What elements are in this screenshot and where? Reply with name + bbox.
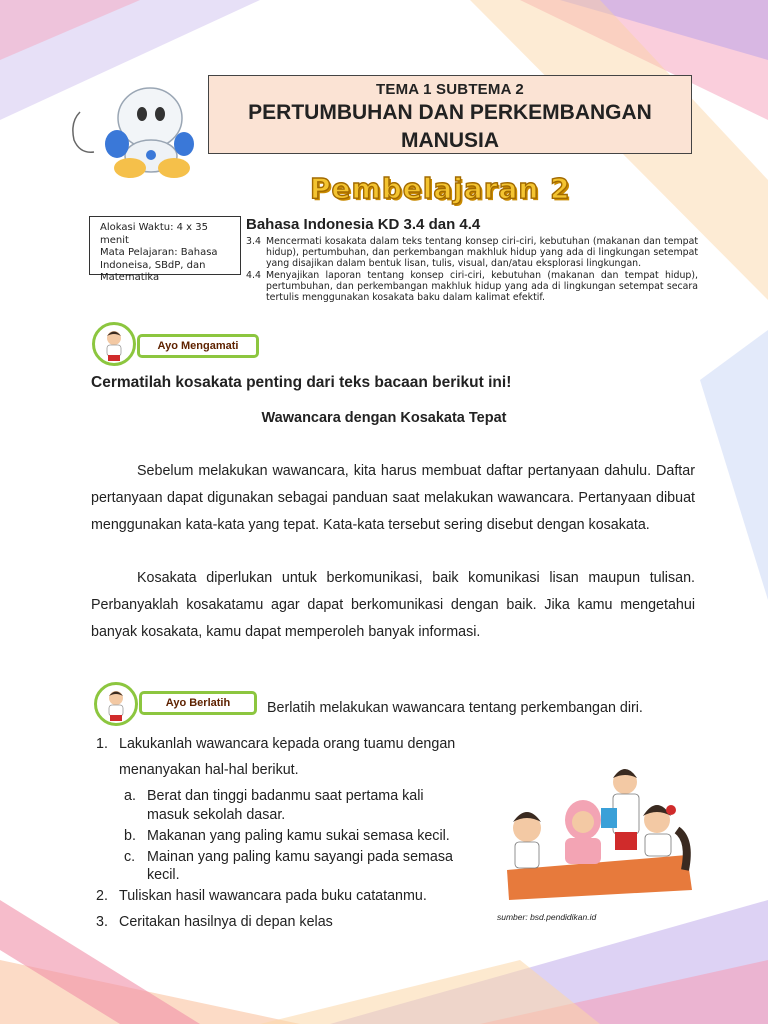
sub-label: c. (124, 849, 136, 865)
alokasi-line: Matematika (100, 272, 160, 283)
list-item-2: Tuliskan hasil wawancara pada buku catatanmu. (119, 888, 427, 904)
ayo-mengamati-badge (137, 334, 259, 358)
title-box (208, 75, 692, 154)
ayo-mengamati-label: Ayo Mengamati (157, 340, 239, 352)
image-caption: sumber: bsd.pendidikan.id (497, 912, 597, 922)
kd-text: Menyajikan laporan tentang konsep ciri-ciri, kebutuhan (makanan dan tempat hidup), pertumbuhan, dan perkembangan makhluk hidup yang ada di lingkungan setempat secara tertulis menggunakan kosakata baku dalam kalimat efektif. (266, 270, 698, 303)
students-illustration (497, 760, 697, 910)
kd-text: Mencermati kosakata dalam teks tentang konsep ciri-ciri, kebutuhan (makanan dan tempat hidup), pertumbuhan, dan perkembangan makhluk hidup yang ada di lingkungan setempat yang disajikan dalam bentuk lisan, tulis, visual, dan/atau eksplorasi lingkungan. (266, 236, 698, 269)
list-number: 2. (96, 888, 108, 904)
kd-item (246, 270, 698, 303)
ayo-berlatih-label: Ayo Berlatih (165, 697, 231, 709)
list-item-1: Lakukanlah wawancara kepada orang tuamu dengan (119, 736, 456, 752)
page-title-line1: PERTUMBUHAN DAN PERKEMBANGAN (248, 101, 652, 124)
sub-item-a-cont: masuk sekolah dasar. (147, 807, 286, 823)
sub-item-b: Makanan yang paling kamu sukai semasa kecil. (147, 828, 450, 844)
sub-label: b. (124, 828, 136, 844)
sub-item-c-cont: kecil. (147, 867, 180, 883)
alokasi-box (89, 216, 241, 283)
sub-item-c: Mainan yang paling kamu sayangi pada semasa (147, 849, 453, 865)
ayo-berlatih-badge (139, 691, 257, 715)
kd-number: 4.4 (246, 270, 261, 281)
ayo-berlatih-avatar (94, 682, 138, 726)
list-number: 1. (96, 736, 108, 752)
sub-item-a: Berat dan tinggi badanmu saat pertama kali (147, 788, 424, 804)
list-item-3: Ceritakan hasilnya di depan kelas (119, 914, 333, 930)
sub-label: a. (124, 788, 136, 804)
lesson-heading: Pembelajaran 2 (310, 172, 571, 205)
list-number: 3. (96, 914, 108, 930)
alokasi-line: Alokasi Waktu: 4 x 35 menit (100, 222, 208, 246)
student-icon (97, 685, 135, 723)
tema-subtema: TEMA 1 SUBTEMA 2 (376, 81, 524, 98)
page-title-line2: MANUSIA (401, 129, 499, 152)
reading-title: Wawancara dengan Kosakata Tepat (261, 410, 507, 426)
list-item-1-cont: menanyakan hal-hal berikut. (119, 762, 299, 778)
alokasi-line: Mata Pelajaran: Bahasa (100, 247, 218, 258)
mascot-illustration (62, 70, 202, 180)
paragraph-1: Sebelum melakukan wawancara, kita harus membuat daftar pertanyaan dahulu. Daftar pertanyaan dapat digunakan sebagai panduan saat melakukan wawancara. Pertanyaan dibuat menggunakan kata-kata yang tepat. Kata-kata tersebut sering disebut dengan kosakata. (91, 463, 695, 533)
paragraph-2: Kosakata diperlukan untuk berkomunikasi, baik komunikasi lisan maupun tulisan. Perbanyaklah kosakatamu agar dapat berkomunikasi dengan baik. Jika kamu mengetahui banyak kosakata, kamu dapat memperoleh banyak informasi. (91, 570, 695, 640)
berlatih-intro: Berlatih melakukan wawancara tentang perkembangan diri. (267, 700, 643, 716)
kd-item (246, 236, 698, 269)
kd-title: Bahasa Indonesia KD 3.4 dan 4.4 (246, 216, 481, 233)
instruction-heading: Cermatilah kosakata penting dari teks bacaan berikut ini! (91, 374, 512, 391)
student-icon (95, 325, 133, 363)
alokasi-line: Indoneisa, SBdP, dan (100, 259, 206, 271)
kd-number: 3.4 (246, 236, 261, 247)
ayo-mengamati-avatar (92, 322, 136, 366)
